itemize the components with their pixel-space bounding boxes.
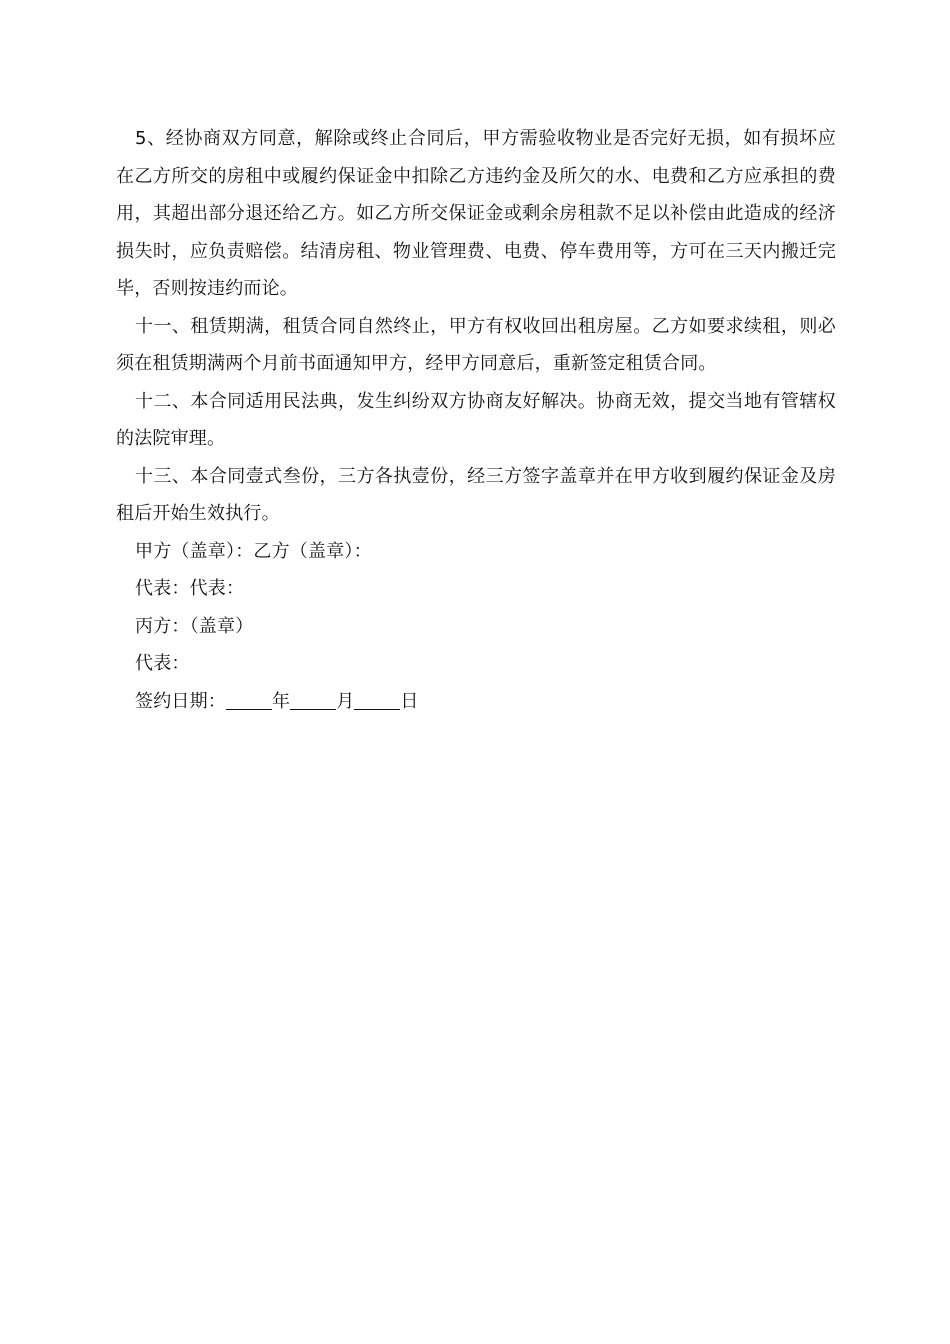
month-blank (290, 691, 336, 710)
day-blank (354, 691, 400, 710)
clause-12: 十二、本合同适用民法典，发生纠纷双方协商友好解决。协商无效，提交当地有管辖权的法院审理。 (116, 390, 836, 449)
party-a-b-seal-line: 甲方（盖章）：乙方（盖章）： (135, 540, 372, 562)
representative-line-2: 代表： (135, 653, 190, 674)
clause-11: 十一、租赁期满，租赁合同自然终止，甲方有权收回出租房屋。乙方如要求续租，则必须在租赁期满两个月前书面通知甲方，经甲方同意后，重新签定租赁合同。 (116, 315, 836, 374)
month-label: 月 (336, 690, 355, 712)
year-blank (226, 691, 272, 710)
clause-5: 5、经协商双方同意，解除或终止合同后，甲方需验收物业是否完好无损，如有损坏应在乙方所交的房租中或履约保证金中扣除乙方违约金及所欠的水、电费和乙方应承担的费用，其超出部分退还给乙方。如乙方所交保证金或剩余房租款不足以补偿由此造成的经济损失时，应负责赔偿。结清房租、物业管理费、电费、停车费用等，方可在三天内搬迁完毕，否则按违约而论。 (116, 128, 836, 299)
signing-date-line (116, 683, 836, 721)
signing-date-label: 签约日期： (135, 690, 226, 712)
clause-13: 十三、本合同壹式叁份，三方各执壹份，经三方签字盖章并在甲方收到履约保证金及房租后开始生效执行。 (116, 465, 836, 524)
day-label: 日 (400, 690, 419, 712)
year-label: 年 (272, 690, 291, 712)
document-body (116, 120, 836, 720)
party-c-seal-line: 丙方：（盖章） (135, 615, 254, 637)
representative-line-1: 代表：代表： (135, 578, 245, 599)
